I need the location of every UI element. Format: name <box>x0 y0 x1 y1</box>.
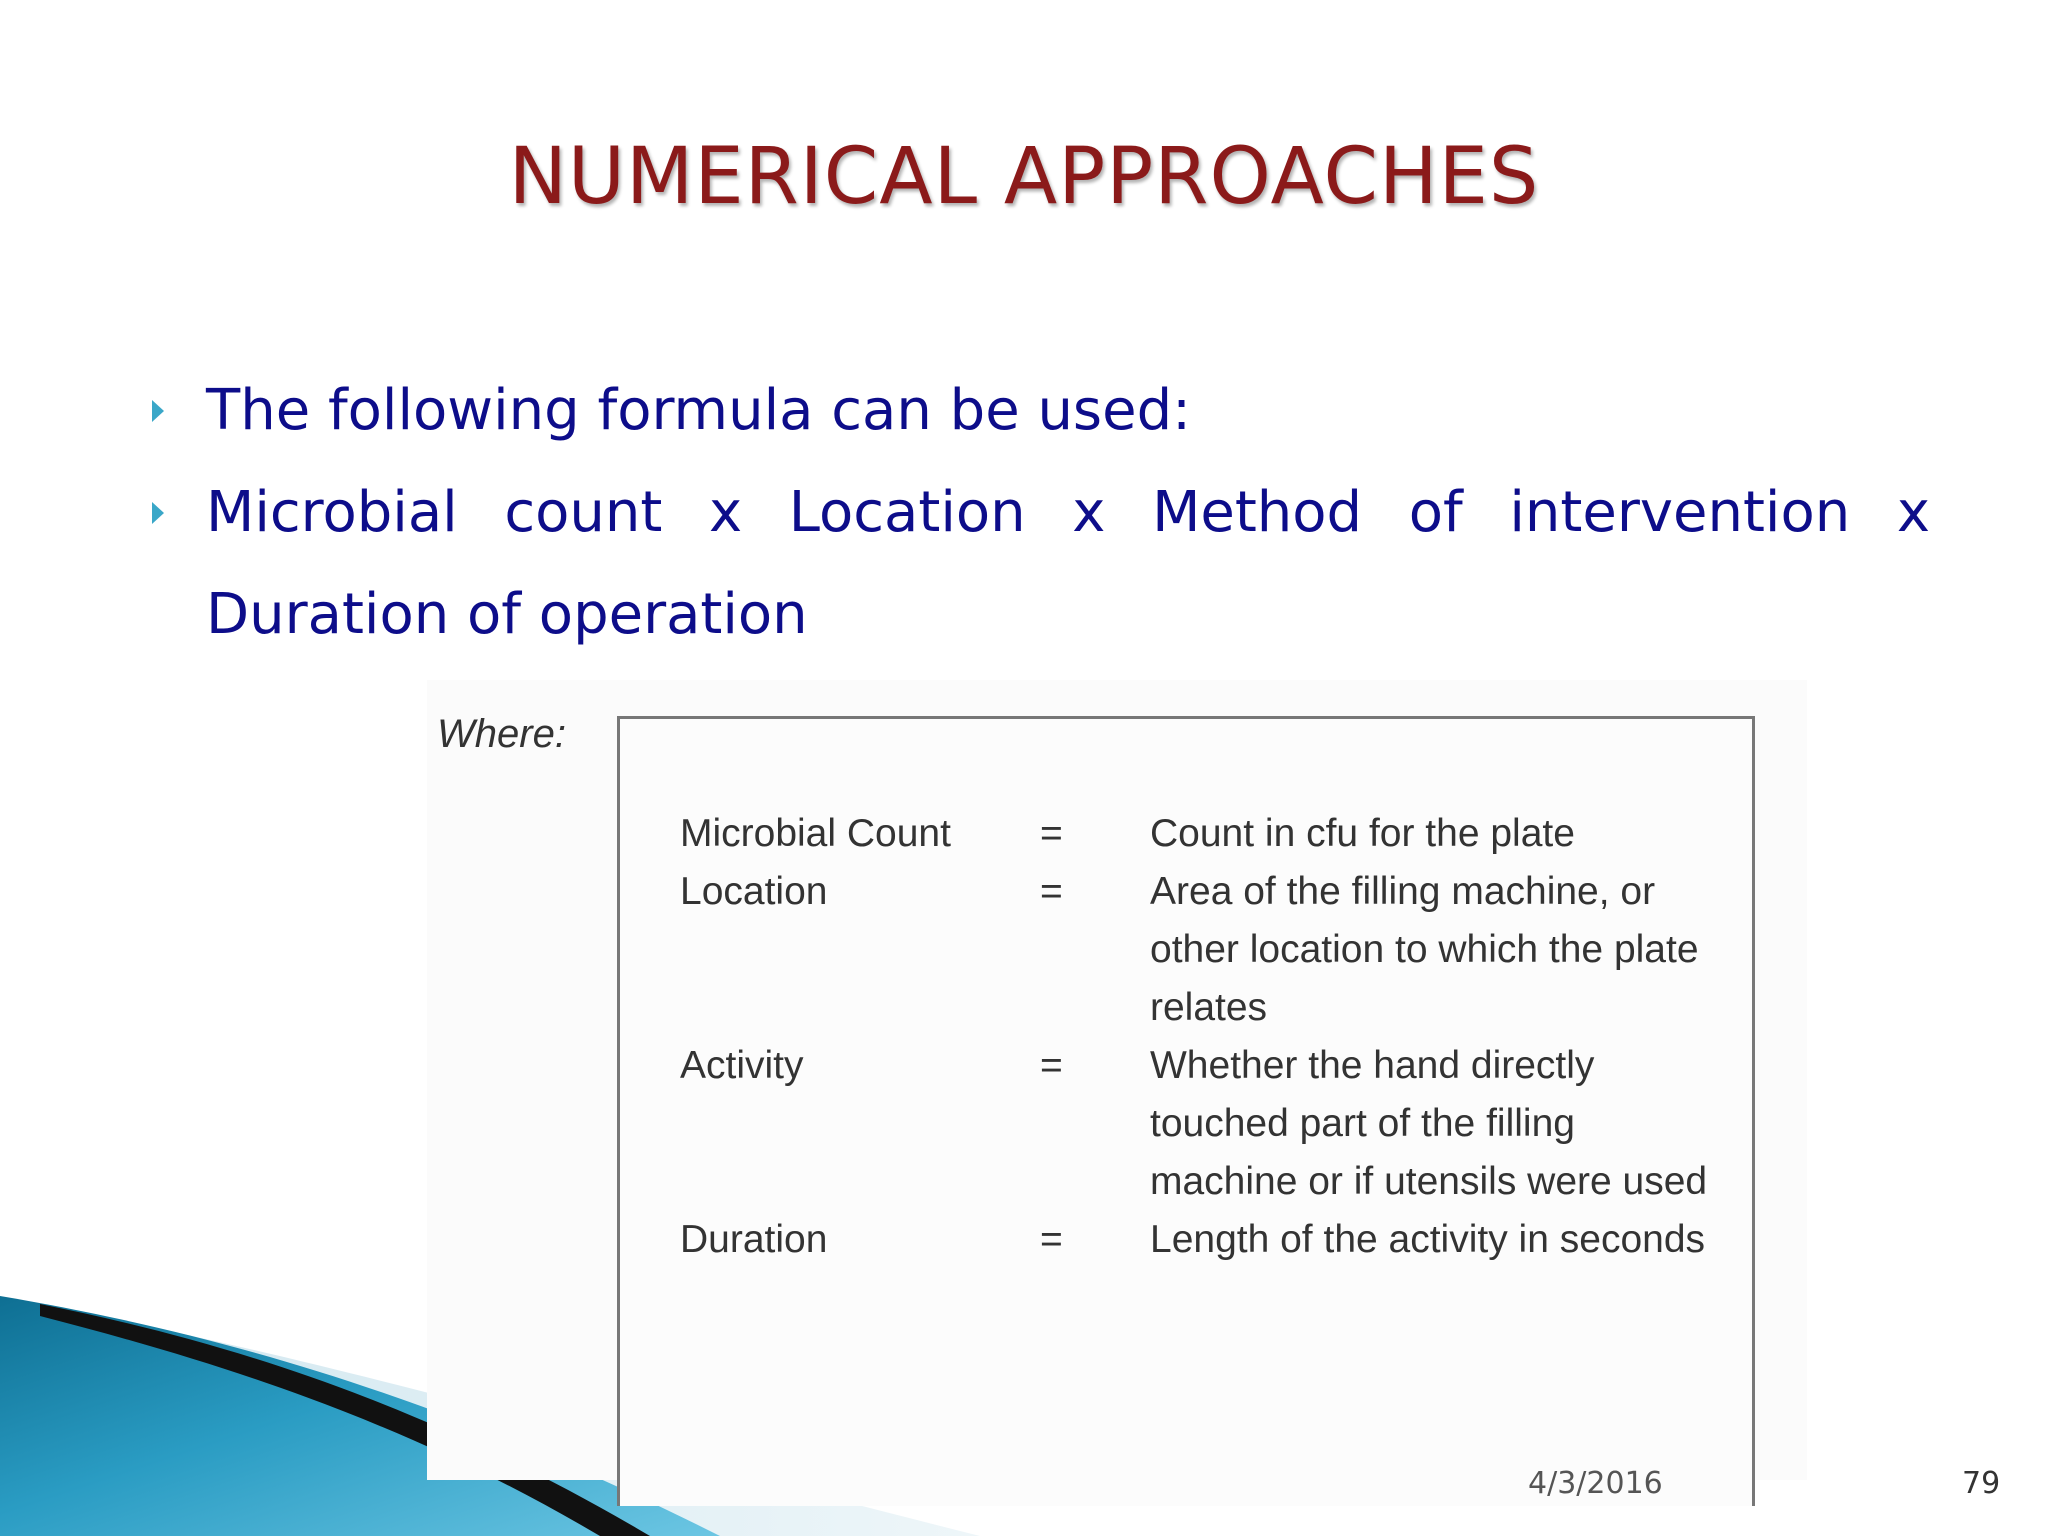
definition-row <box>680 863 1710 1037</box>
definition-term: Location <box>680 870 828 913</box>
equals-sign: = <box>1040 1218 1063 1261</box>
definitions-box <box>617 716 1755 1506</box>
triangle-bullet-icon <box>152 400 164 422</box>
where-label: Where: <box>437 712 566 756</box>
bullet-text: Microbial count x Location x Method of intervention x Duration of operation <box>206 480 1930 647</box>
definition-row <box>680 1037 1710 1211</box>
bullet-list <box>140 360 1930 666</box>
definition-row <box>680 1211 1710 1269</box>
equals-sign: = <box>1040 1044 1063 1087</box>
bullet-text: The following formula can be used: <box>206 378 1191 443</box>
equals-sign: = <box>1040 870 1063 913</box>
slide-title: NUMERICAL APPROACHES <box>508 132 1540 222</box>
definition-row <box>680 805 1710 863</box>
triangle-bullet-icon <box>152 502 164 524</box>
definition-description: Whether the hand directly touched part of the filling machine or if utensils were used <box>1150 1044 1708 1203</box>
bullet-item <box>140 462 1930 666</box>
definition-term: Duration <box>680 1218 828 1261</box>
definition-term: Activity <box>680 1044 804 1087</box>
definition-description: Count in cfu for the plate <box>1150 812 1575 855</box>
footer-date: 4/3/2016 <box>1528 1466 1663 1501</box>
equals-sign: = <box>1040 812 1063 855</box>
bullet-item <box>140 360 1930 462</box>
definitions-table <box>680 805 1710 1269</box>
definition-term: Microbial Count <box>680 812 951 855</box>
page-number: 79 <box>1962 1466 2001 1501</box>
formula-definitions-figure <box>427 680 1807 1480</box>
definition-description: Area of the filling machine, or other location to which the plate relates <box>1150 870 1699 1029</box>
definition-description: Length of the activity in seconds <box>1150 1218 1706 1261</box>
